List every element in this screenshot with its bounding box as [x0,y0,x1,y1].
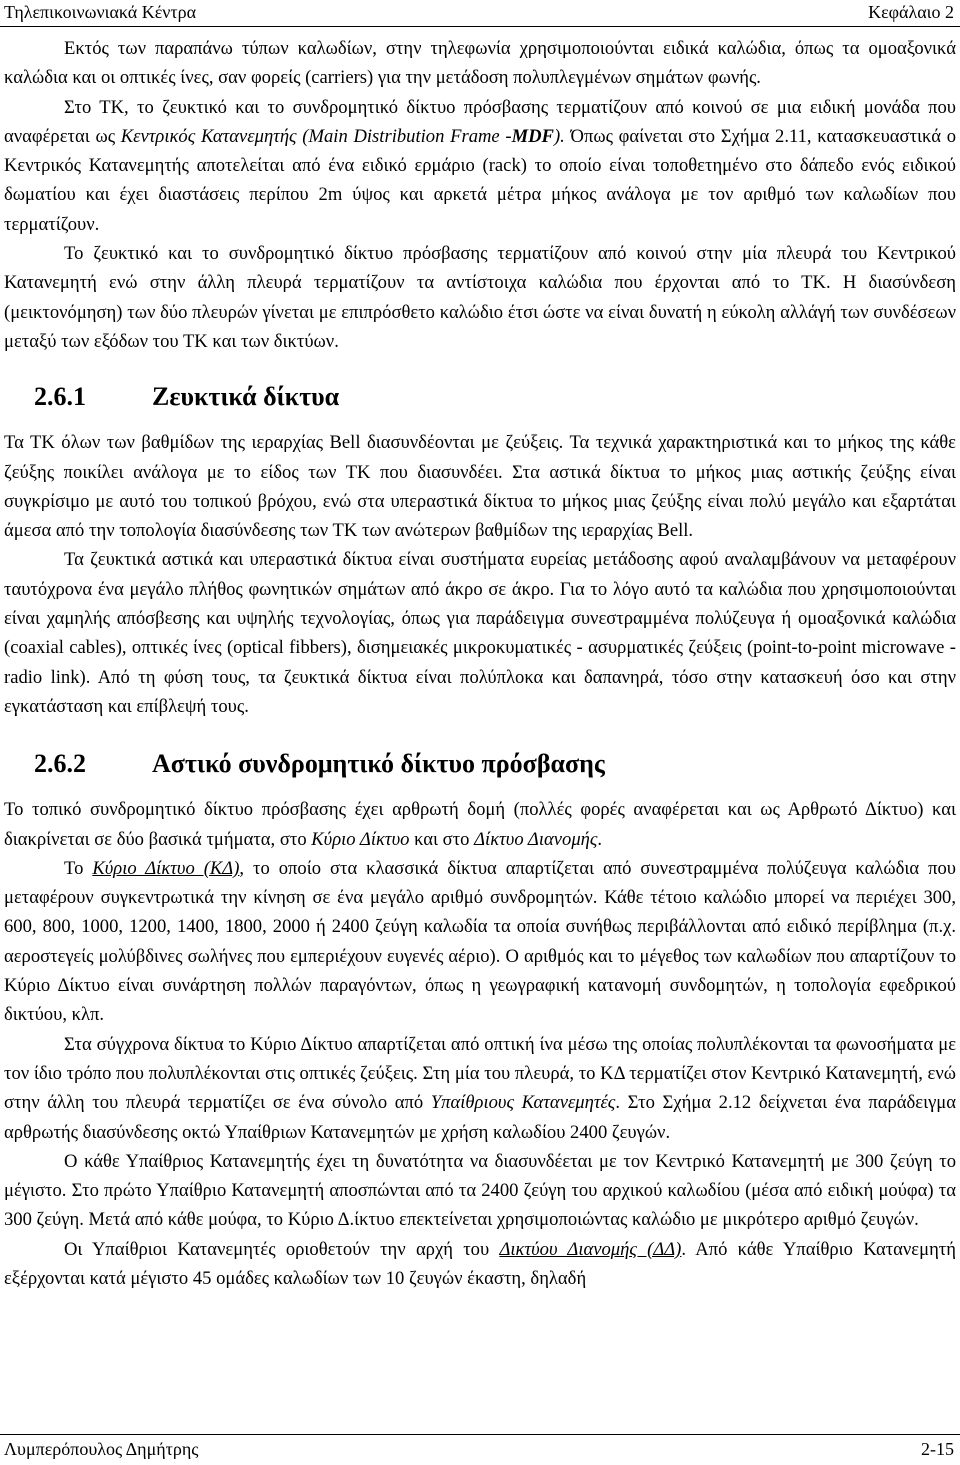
section-title: Αστικό συνδρομητικό δίκτυο πρόσβασης [152,749,605,779]
p8-text-a: Στα σύγχρονα δίκτυα το Κύριο Δίκτυο απαρτίζεται από οπτική ίνα μέσω της οποίας πολυπλέκονται τα φωνοσήματα με τον ίδιο τρόπο που πολυπλέκονται στις οπτικές ζεύξεις. Στη μία του πλευρά, το ΚΔ τερματίζει στον Κεντρικό Κατανεμητή, ενώ στην άλλη του πλευρά τερματίζει σε ένα σύνολο από [4,1033,956,1114]
paragraph-5: Τα ζευκτικά αστικά και υπεραστικά δίκτυα είναι συστήματα ευρείας μετάδοσης αφού αναλαμβάνουν να μεταφέρουν ταυτόχρονα ένα μεγάλο πλήθος φωνητικών σημάτων από άκρο σε άκρο. Για το λόγο αυτό τα καλώδια που χρησιμοποιούνται είναι χαμηλής απόσβεσης και υψηλής τεχνολογίας, όπως για παράδειγμα συνεστραμμένα πολύζευγα ή ομοαξονικά καλώδια (coaxial cables), οπτικές ίνες (optical fibbers), δισημειακές μικροκυματικές - ασυρματικές ζεύξεις (point-to-point microwave - radio link). Από τη φύση τους, τα ζευκτικά δίκτυα είναι πολύπλοκα και δαπανηρά, τόσο στην κατασκευή όσο και στην εγκατάσταση και επίβλεψή τους. [4,549,956,717]
section-heading-2-6-1 [4,380,956,414]
p10-text-a: Οι Υπαίθριοι Κατανεμητές οριοθετούν την αρχή του [64,1238,500,1260]
section-title: Ζευκτικά δίκτυα [152,382,340,412]
paragraph-7 [4,854,956,1030]
section-heading-2-6-2 [4,747,956,781]
paragraph-8 [4,1030,956,1147]
page-body [4,34,956,1293]
paragraph-10 [4,1235,956,1294]
p8-text-c: . Στο Σχήμα 2.12 δείχνεται ένα παράδειγμα αρθρωτής διασύνδεσης οκτώ Υπαίθριων Κατανεμητών με χρήση καλωδίου 2400 ζευγών. [4,1092,956,1143]
p2-text-e: Όπως φαίνεται στο Σχήμα 2.11, κατασκευαστικά ο Κεντρικός Κατανεμητής αποτελείται από ένα ειδικό ερμάριο (rack) το οποίο είναι τοποθετημένο στο δάπεδο ενός ειδικού δωματίου και έχει διαστάσεις περίπου 2m ύψος και αρκετά μέτρα μήκος ανάλογα με τον αριθμό των καλωδίων που τερματίζουν. [4,125,957,235]
paragraph-3: Το ζευκτικό και το συνδρομητικό δίκτυο πρόσβασης τερματίζουν από κοινού στην μία πλευρά του Κεντρικού Κατανεμητή ενώ στην άλλη πλευρά τερματίζουν τα αντίστοιχα καλώδια που έρχονται από το ΤΚ. Η διασύνδεση (μεικτονόμηση) των δύο πλευρών γίνεται με επιπρόσθετο καλώδιο έτσι ώστε να είναι δυνατή η εύκολη αλλάγή των συνδέσεων μεταξύ των εξόδων του ΤΚ και των δικτύων. [4,243,956,352]
footer-author: Λυμπερόπουλος Δημήτρης [4,1439,199,1459]
section-number: 2.6.1 [34,382,86,412]
p7-term-kd: Κύριο Δίκτυο (ΚΔ) [92,857,240,879]
page-header [0,0,960,27]
header-chapter: Κεφάλαιο 2 [868,2,954,22]
page-footer [0,1434,960,1465]
p2-text-a: Στο ΤΚ, το ζευκτικό και το συνδρομητικό δίκτυο πρόσβασης τερματίζουν από κοινού σε μια ειδική μονάδα που αναφέρεται ως [4,96,956,147]
p2-term-close: ). [553,125,565,147]
p2-mdf-abbrev: MDF [511,125,554,147]
p2-term-mdf [121,126,565,147]
p6-term-distribution-network: Δίκτυο Διανομής [474,828,598,850]
section-number: 2.6.2 [34,749,86,779]
paragraph-2 [4,93,956,239]
footer-page-number: 2-15 [921,1439,954,1459]
p8-term-outdoor-distributors: Υπαίθριους Κατανεμητές [430,1092,616,1114]
paragraph-6 [4,795,956,854]
p6-text-c: και στο [409,828,475,850]
p6-text-e: . [597,828,603,850]
p7-text-c: , το οποίο στα κλασσικά δίκτυα απαρτίζεται από συνεστραμμένα πολύζευγα καλώδια που μεταφέρουν συγκεντρωτικά την κίνηση σε ένα μεγάλο αριθμό συνδρομητών. Κάθε τέτοιο καλώδιο μπορεί να περιέχει 300, 600, 800, 1000, 1200, 1400, 1800, 2000 ή 2400 ζεύγη καλωδία τα οποία συνήθως περιβάλλονται από ειδικό περίβλημα (π.χ. αεροστεγείς μολύβδινες σωλήνες που εμπεριέχουν ευγενές αέριο). Ο αριθμός και το μέγεθος των καλωδίων που απαρτίζουν το Κύριο Δίκτυο είναι συνάρτηση πολλών παραγόντων, όπως η γεωγραφική κατανομή συνδομητών, η τοπολογία εφεδρικού δικτύου, κλπ. [4,857,956,1026]
p7-text-a: Το [64,857,93,879]
p10-term-dd: Δικτύου Διανομής (ΔΔ) [499,1238,682,1260]
p2-term-text: Κεντρικός Κατανεμητής (Main Distribution Frame - [120,125,512,147]
paragraph-4: Τα ΤΚ όλων των βαθμίδων της ιεραρχίας Bell διασυνδέονται με ζεύξεις. Τα τεχνικά χαρακτηριστικά και το μήκος της κάθε ζεύξης ποικίλει ανάλογα με το είδος των ΤΚ που διασυνδέει. Στα αστικά δίκτυα το μήκος μιας αστικής ζεύξης είναι συγκρίσιμο με αυτό του τοπικού βρόχου, ενώ στα υπεραστικά δίκτυα το μήκος μιας ζεύξης είναι πολύ μεγάλο και εξαρτάται άμεσα από την τοπολογία διασύνδεσης των ΤΚ των ανώτερων βαθμίδων της ιεραρχίας Bell. [4,432,956,542]
p6-text-a: Το τοπικό συνδρομητικό δίκτυο πρόσβασης έχει αρθρωτή δομή (πολλές φορές αναφέρεται και ως Αρθρωτό Δίκτυο) και διακρίνεται σε δύο βασικά τμήματα, στο [4,799,956,850]
header-title: Τηλεπικοινωνιακά Κέντρα [4,2,197,22]
p10-text-c: . Από κάθε Υπαίθριο Κατανεμητή εξέρχονται κατά μέγιστο 45 ομάδες καλωδίων των 10 ζευγών έκαστη, δηλαδή [4,1238,957,1289]
paragraph-1: Εκτός των παραπάνω τύπων καλωδίων, στην τηλεφωνία χρησιμοποιούνται ειδικά καλώδια, όπως τα ομοαξονικά καλώδια και οι οπτικές ίνες, σαν φορείς (carriers) για την μετάδοση πολυπλεγμένων σημάτων φωνής. [4,38,956,89]
p6-term-main-network: Κύριο Δίκτυο [311,828,410,850]
paragraph-9: Ο κάθε Υπαίθριος Κατανεμητής έχει τη δυνατότητα να διασυνδέεται με τον Κεντρικό Κατανεμητή με 300 ζεύγη το μέγιστο. Στο πρώτο Υπαίθριο Κατανεμητή αποσπώνται από τα 2400 ζεύγη του αρχικού καλωδίου (μέσα από ειδική μούφα) τα 300 ζεύγη. Μετά από κάθε μούφα, το Κύριο Δ.ίκτυο επεκτείνεται χρησιμοποιώντας καλώδιο με μικρότερο αριθμό ζευγών. [4,1150,956,1231]
